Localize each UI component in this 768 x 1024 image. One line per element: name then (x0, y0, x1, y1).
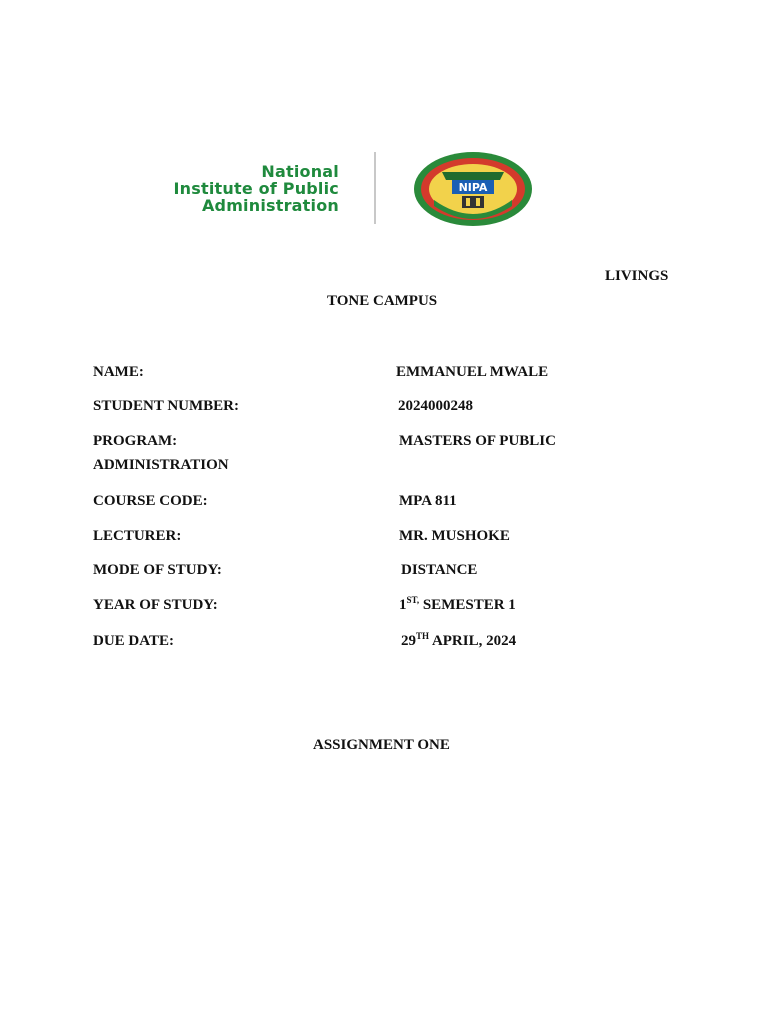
course-code-label: COURSE CODE: (93, 493, 208, 509)
logo-divider (374, 152, 376, 224)
year-of-study-number: 1 (399, 597, 407, 613)
year-of-study-label: YEAR OF STUDY: (93, 597, 218, 613)
institute-logo-text (133, 163, 339, 214)
mode-of-study-label: MODE OF STUDY: (93, 562, 222, 578)
nipa-seal-logo (412, 150, 534, 228)
year-of-study-value (399, 596, 516, 614)
lecturer-value: MR. MUSHOKE (399, 528, 510, 544)
lecturer-label: LECTURER: (93, 528, 182, 544)
name-label: NAME: (93, 364, 144, 380)
program-label: PROGRAM: (93, 433, 178, 449)
due-date-month-year: APRIL, 2024 (429, 633, 517, 649)
due-date-suffix: TH (416, 631, 430, 641)
due-date-label: DUE DATE: (93, 633, 174, 649)
due-date-value (401, 632, 516, 650)
student-number-label: STUDENT NUMBER: (93, 398, 239, 414)
year-of-study-semester: SEMESTER 1 (419, 597, 516, 613)
logo-line-institute: Institute of Public (173, 179, 339, 198)
program-value: MASTERS OF PUBLIC (399, 433, 556, 449)
seal-text: NIPA (458, 181, 488, 194)
campus-name-part1: LIVINGS (605, 268, 669, 284)
logo-line-national: National (261, 162, 339, 181)
year-of-study-suffix: ST, (406, 595, 420, 605)
mode-of-study-value: DISTANCE (401, 562, 478, 578)
course-code-value: MPA 811 (399, 493, 457, 509)
student-number-value: 2024000248 (398, 398, 473, 414)
program-value-continuation: ADMINISTRATION (93, 457, 229, 473)
campus-name-part2: TONE CAMPUS (327, 293, 438, 309)
assignment-title: ASSIGNMENT ONE (313, 737, 450, 753)
due-date-day: 29 (401, 633, 416, 649)
name-value: EMMANUEL MWALE (396, 364, 549, 380)
logo-line-administration: Administration (201, 196, 339, 215)
